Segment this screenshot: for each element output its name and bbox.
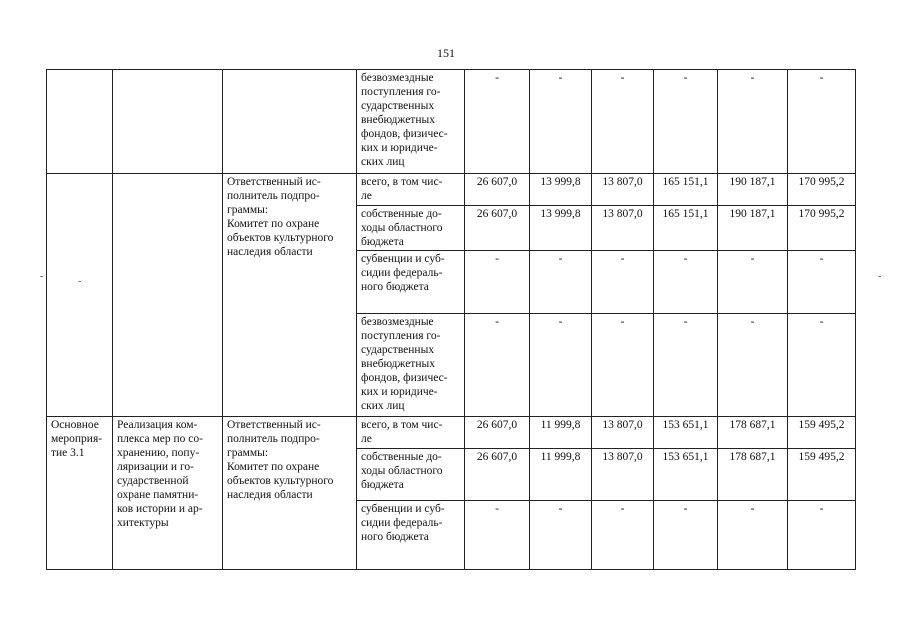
value-cell: 13 807,0 <box>592 174 654 206</box>
margin-mark-inner: - <box>78 276 82 287</box>
value-cell: - <box>465 70 530 174</box>
table-row <box>47 174 856 206</box>
value-cell: 165 151,1 <box>654 174 718 206</box>
value-cell: 13 807,0 <box>592 417 654 449</box>
value-cell: 178 687,1 <box>718 449 788 501</box>
value-cell: 170 995,2 <box>788 174 856 206</box>
value-cell: - <box>654 70 718 174</box>
value-cell: - <box>788 501 856 570</box>
funding-source-cell: всего, в том чис- ле <box>357 417 465 449</box>
value-cell: 159 495,2 <box>788 449 856 501</box>
table-row <box>47 417 856 449</box>
margin-mark-left: - <box>40 271 44 282</box>
funding-source-cell: собственные до- ходы областного бюджета <box>357 449 465 501</box>
funding-source-cell: собственные до- ходы областного бюджета <box>357 206 465 251</box>
executor-cell: Ответственный ис- полнитель подпро- граммы: Комитет по охране объектов культурного наследия области <box>223 417 357 570</box>
name-cell: Реализация ком- плекса мер по со- хранению, попу- ляризации и го- сударственной охране памятни- ков истории и ар- хитектуры <box>113 417 223 570</box>
value-cell: - <box>654 501 718 570</box>
funding-source-cell: безвозмездные поступления го- сударственных внебюджетных фондов, физичес- ких и юридиче- ских лиц <box>357 70 465 174</box>
value-cell: 170 995,2 <box>788 206 856 251</box>
table-row <box>47 70 856 174</box>
funding-source-cell: безвозмездные поступления го- сударственных внебюджетных фондов, физичес- ких и юридиче- ских лиц <box>357 314 465 417</box>
value-cell: - <box>718 314 788 417</box>
page-number: 151 <box>437 46 455 60</box>
name-cell <box>113 174 223 417</box>
executor-cell: Ответственный ис- полнитель подпро- граммы: Комитет по охране объектов культурного наследия области <box>223 174 357 417</box>
value-cell: 190 187,1 <box>718 174 788 206</box>
value-cell: - <box>465 501 530 570</box>
value-cell: 13 807,0 <box>592 449 654 501</box>
funding-source-cell: всего, в том чис- ле <box>357 174 465 206</box>
value-cell: - <box>465 251 530 314</box>
code-cell: Основное мероприя- тие 3.1 <box>47 417 113 570</box>
value-cell: 26 607,0 <box>465 417 530 449</box>
budget-table <box>46 69 856 570</box>
value-cell: - <box>718 501 788 570</box>
value-cell: 13 807,0 <box>592 206 654 251</box>
value-cell: - <box>592 70 654 174</box>
value-cell: 159 495,2 <box>788 417 856 449</box>
value-cell: 13 999,8 <box>530 206 592 251</box>
value-cell: - <box>654 314 718 417</box>
funding-source-cell: субвенции и суб- сидии федераль- ного бюджета <box>357 251 465 314</box>
value-cell: 190 187,1 <box>718 206 788 251</box>
code-cell <box>47 174 113 417</box>
value-cell: 11 999,8 <box>530 449 592 501</box>
value-cell: - <box>718 70 788 174</box>
value-cell: - <box>788 251 856 314</box>
code-cell <box>47 70 113 174</box>
value-cell: 153 651,1 <box>654 449 718 501</box>
funding-source-cell: субвенции и суб- сидии федераль- ного бюджета <box>357 501 465 570</box>
value-cell: - <box>788 70 856 174</box>
value-cell: 26 607,0 <box>465 206 530 251</box>
value-cell: 26 607,0 <box>465 449 530 501</box>
value-cell: - <box>530 314 592 417</box>
value-cell: - <box>530 501 592 570</box>
value-cell: 153 651,1 <box>654 417 718 449</box>
value-cell: - <box>465 314 530 417</box>
value-cell: 11 999,8 <box>530 417 592 449</box>
value-cell: 165 151,1 <box>654 206 718 251</box>
value-cell: 178 687,1 <box>718 417 788 449</box>
value-cell: - <box>718 251 788 314</box>
name-cell <box>113 70 223 174</box>
value-cell: - <box>592 251 654 314</box>
value-cell: - <box>592 501 654 570</box>
margin-mark-right: - <box>878 271 882 282</box>
value-cell: - <box>592 314 654 417</box>
value-cell: 26 607,0 <box>465 174 530 206</box>
value-cell: - <box>530 70 592 174</box>
value-cell: - <box>654 251 718 314</box>
value-cell: 13 999,8 <box>530 174 592 206</box>
value-cell: - <box>788 314 856 417</box>
executor-cell <box>223 70 357 174</box>
value-cell: - <box>530 251 592 314</box>
